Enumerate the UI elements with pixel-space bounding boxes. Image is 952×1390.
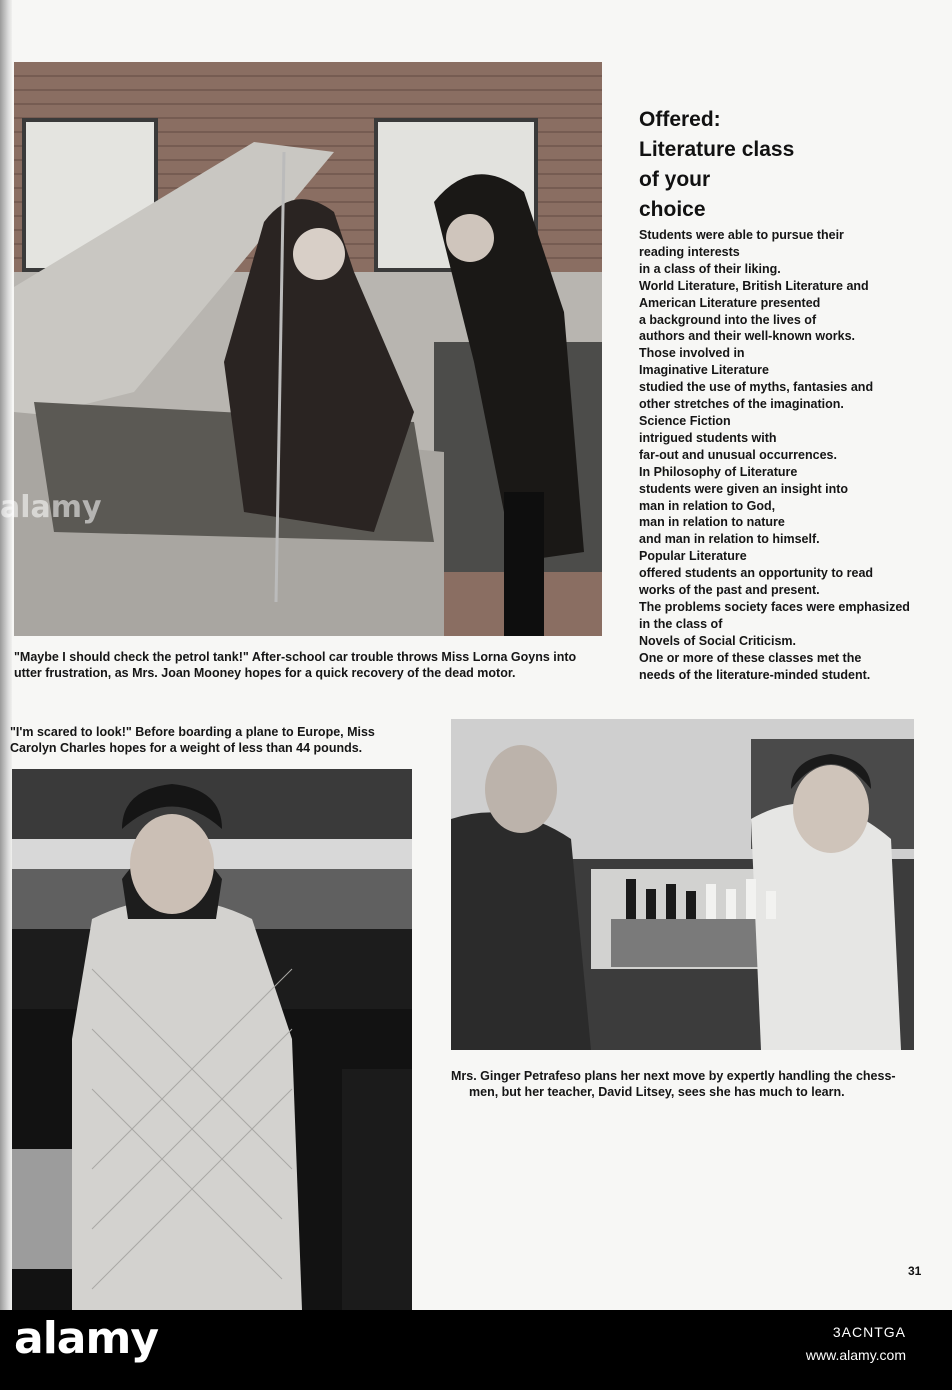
body-line: Popular Literature <box>639 549 747 564</box>
body-line: needs of the literature-minded student. <box>639 667 871 682</box>
side-watermark-logo: alamy <box>0 490 102 525</box>
body-line: in a class of their liking. <box>639 261 781 276</box>
body-line: far-out and unusual occurrences. <box>639 447 837 462</box>
body-line: a background into the lives of <box>639 312 817 327</box>
body-line: authors and their well-known works. <box>639 329 856 344</box>
caption-car-line-2: utter frustration, as Mrs. Joan Mooney hopes for a quick recovery of the dead motor. <box>14 666 516 680</box>
heading-line-3: of your <box>639 168 711 191</box>
body-line: The problems society faces were emphasized <box>639 599 910 614</box>
body-line: Novels of Social Criticism. <box>639 633 796 648</box>
caption-chess-line-2: men, but her teacher, David Litsey, sees she has much to learn. <box>469 1085 845 1099</box>
watermark-url: www.alamy.com <box>805 1347 906 1363</box>
photo-woman-quilted-coat <box>12 769 412 1310</box>
body-line: Students were able to pursue their <box>639 228 844 242</box>
heading-line-2: Literature class <box>639 138 795 161</box>
body-line: intrigued students with <box>639 430 777 445</box>
watermark-image-id: 3ACNTGA <box>832 1324 906 1340</box>
body-line: man in relation to God, <box>639 498 776 513</box>
caption-car-line-1: "Maybe I should check the petrol tank!" After-school car trouble throws Miss Lorna Goyns into <box>14 650 577 664</box>
body-line: and man in relation to himself. <box>639 532 820 547</box>
body-line: In Philosophy of Literature <box>639 464 798 479</box>
body-line: in the class of <box>639 616 723 631</box>
body-line: Those involved in <box>639 346 745 361</box>
photo-chess-game <box>451 719 914 1050</box>
body-line: students were given an insight into <box>639 481 849 496</box>
page-number: 31 <box>908 1264 922 1278</box>
caption-chess-line-1: Mrs. Ginger Petrafeso plans her next move by expertly handling the chess- <box>451 1069 896 1083</box>
body-line: One or more of these classes met the <box>639 650 862 665</box>
caption-car-trouble <box>14 649 576 681</box>
body-line: works of the past and present. <box>639 583 820 598</box>
photo-car-trouble <box>14 62 602 636</box>
body-line: studied the use of myths, fantasies and <box>639 380 874 395</box>
caption-chess <box>451 1068 896 1100</box>
body-line: other stretches of the imagination. <box>639 397 844 412</box>
heading-line-1: Offered: <box>639 108 721 131</box>
caption-scared <box>10 724 375 756</box>
watermark-logo: alamy <box>14 1313 158 1364</box>
heading-line-4: choice <box>639 198 706 221</box>
body-line: man in relation to nature <box>639 515 785 530</box>
page-spine-shadow <box>0 0 12 1310</box>
body-line: Science Fiction <box>639 413 731 428</box>
body-line: World Literature, British Literature and <box>639 278 869 293</box>
body-line: reading interests <box>639 244 740 259</box>
caption-scared-line-1: "I'm scared to look!" Before boarding a plane to Europe, Miss <box>10 725 375 739</box>
body-line: American Literature presented <box>639 295 821 310</box>
body-line: Imaginative Literature <box>639 363 769 378</box>
caption-scared-line-2: Carolyn Charles hopes for a weight of less than 44 pounds. <box>10 741 363 755</box>
body-line: offered students an opportunity to read <box>639 566 874 581</box>
article-heading <box>639 105 794 225</box>
article-body <box>639 227 910 683</box>
